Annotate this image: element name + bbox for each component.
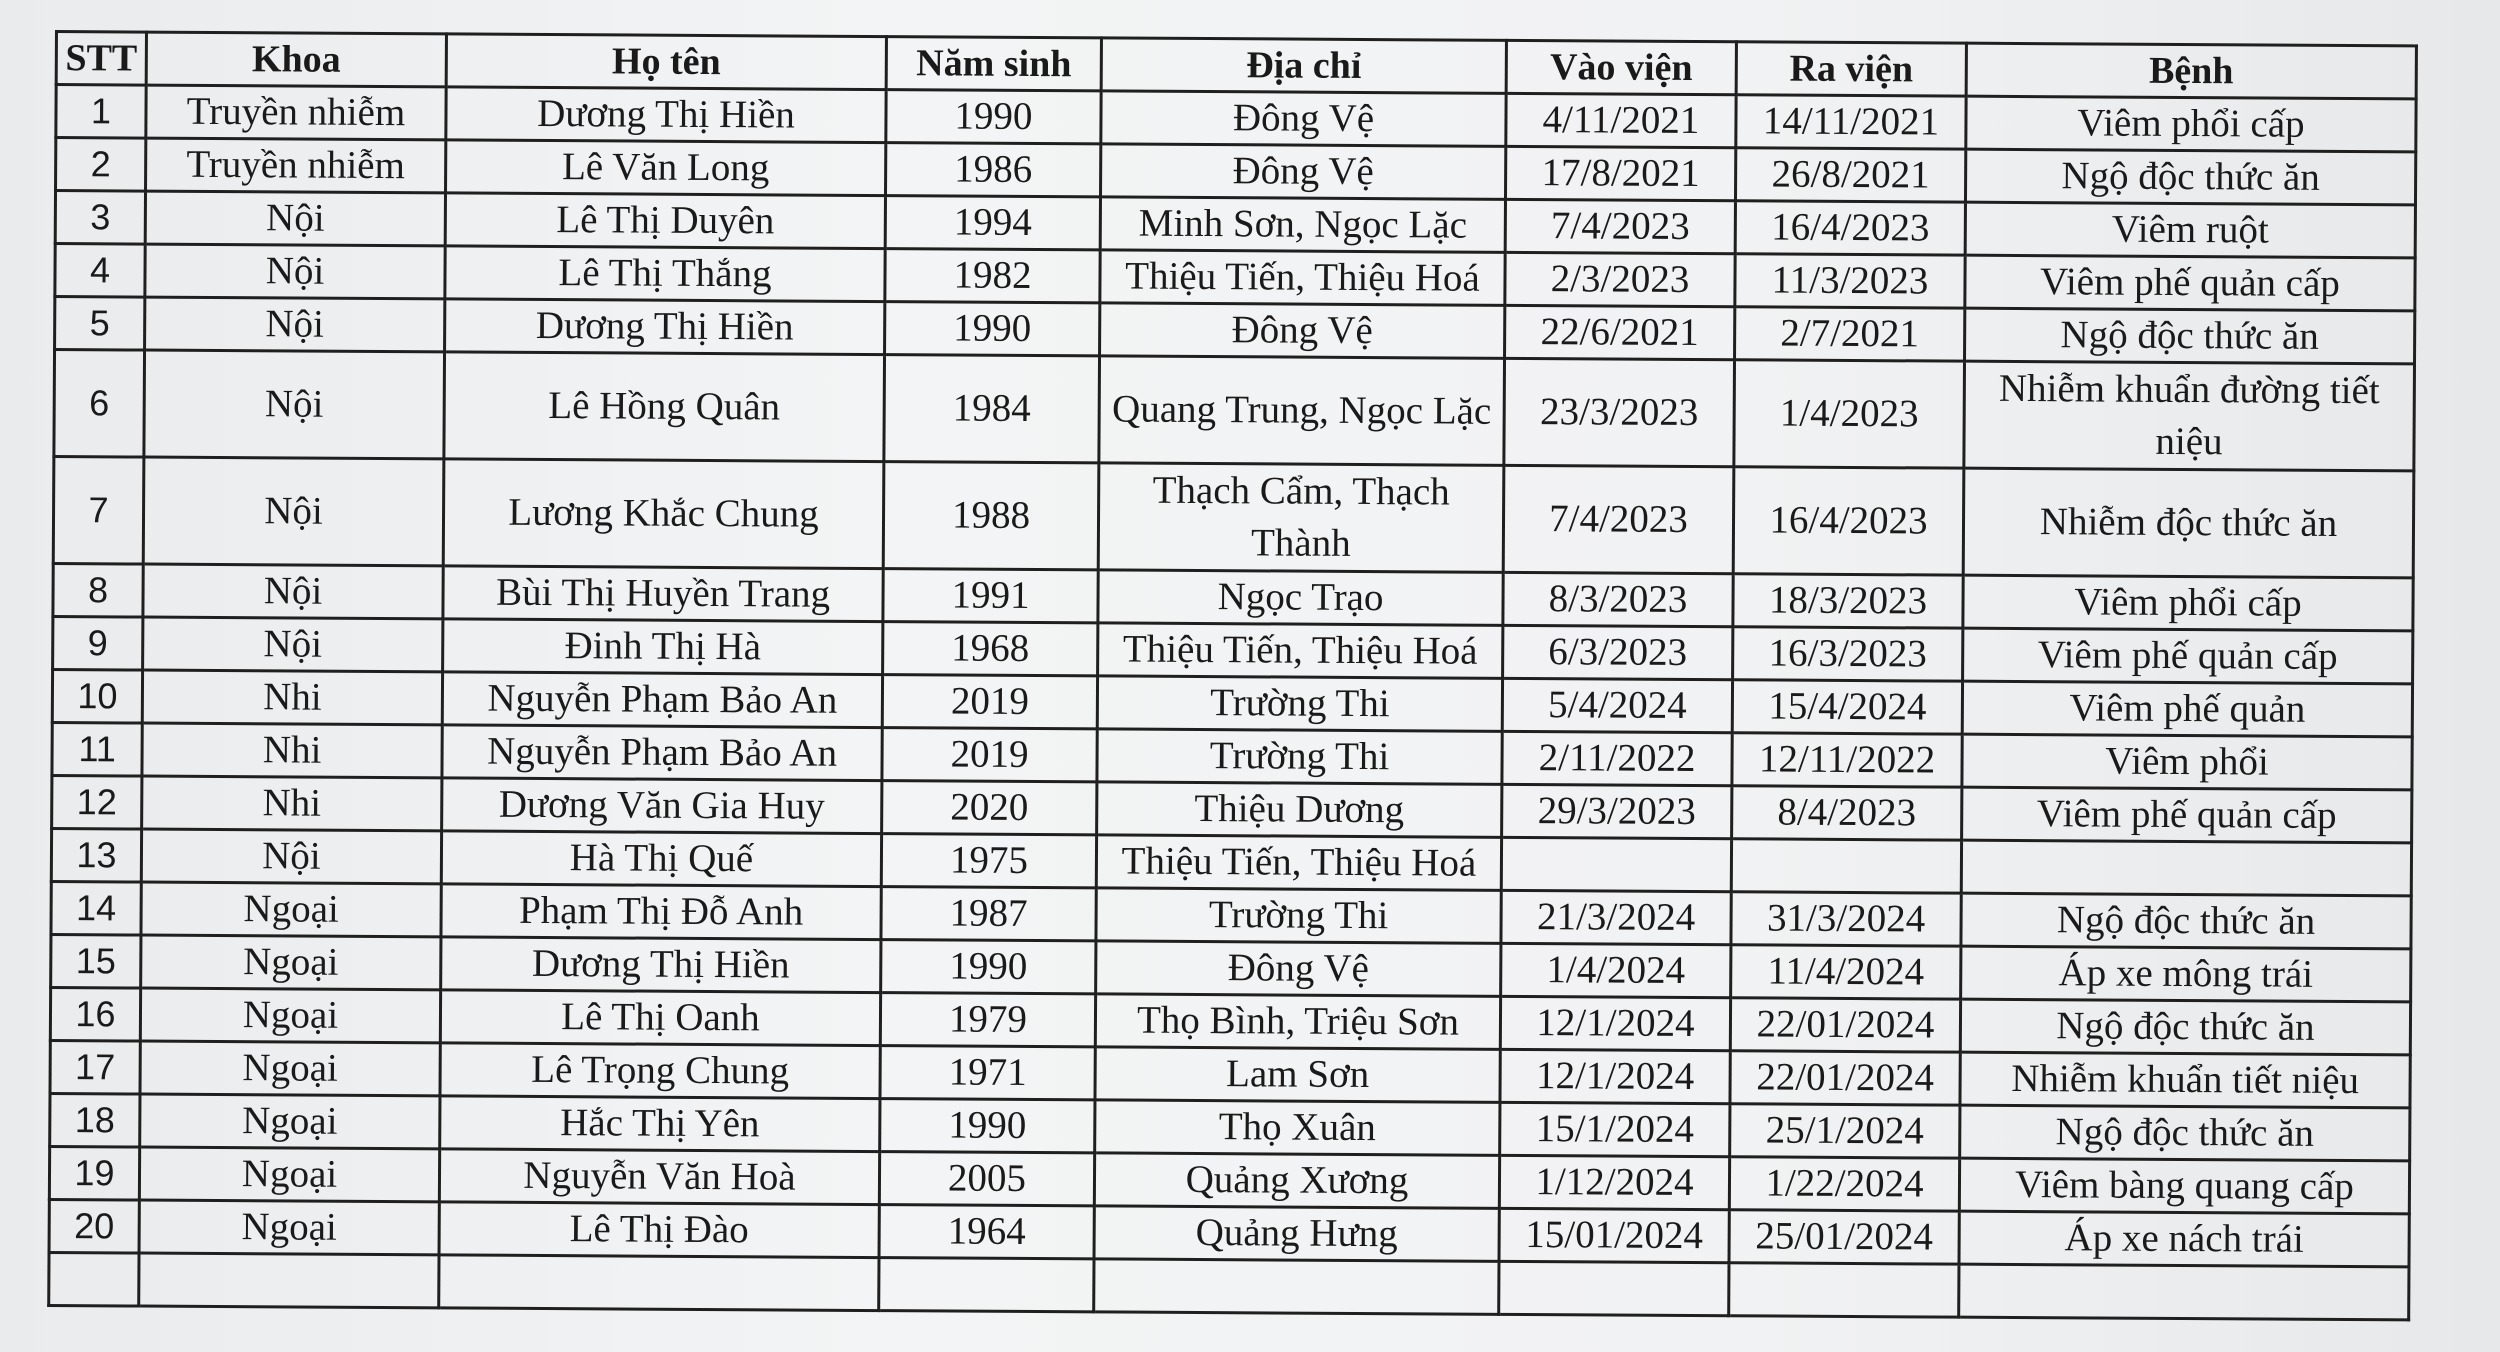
cell-ho-ten: Dương Văn Gia Huy bbox=[442, 778, 882, 834]
table-row bbox=[54, 350, 2415, 471]
cell-dia-chi: Thọ Xuân bbox=[1095, 1100, 1500, 1155]
cell-khoa: Ngoại bbox=[140, 1041, 440, 1096]
cell-ho-ten: Nguyễn Phạm Bảo An bbox=[442, 672, 882, 728]
cell-dia-chi: Thiệu Tiến, Thiệu Hoá bbox=[1098, 623, 1503, 678]
cell-dia-chi: Quảng Hưng bbox=[1094, 1206, 1499, 1261]
cell-dia-chi: Đông Vệ bbox=[1096, 941, 1501, 996]
cell-ho-ten: Dương Thị Hiền bbox=[446, 87, 886, 143]
cell-khoa: Nội bbox=[145, 297, 445, 352]
table-body bbox=[49, 85, 2416, 1320]
cell-nam-sinh: 1979 bbox=[880, 993, 1095, 1047]
cell-khoa: Nội bbox=[143, 617, 443, 672]
cell-stt: 13 bbox=[51, 828, 141, 882]
cell-ho-ten: Phạm Thị Đỗ Anh bbox=[441, 884, 881, 940]
cell-benh bbox=[1961, 840, 2411, 896]
cell-vao-vien: 5/4/2024 bbox=[1502, 678, 1732, 732]
cell-benh: Viêm ruột bbox=[1965, 202, 2415, 258]
cell-khoa: Ngoại bbox=[140, 988, 440, 1043]
cell-vao-vien: 7/4/2023 bbox=[1505, 199, 1735, 253]
cell-stt: 11 bbox=[52, 722, 142, 776]
cell-benh: Nhiễm độc thức ăn bbox=[1963, 468, 2414, 578]
cell-vao-vien: 4/11/2021 bbox=[1506, 93, 1736, 147]
cell-benh: Ngộ độc thức ăn bbox=[1965, 149, 2415, 205]
cell-benh: Ngộ độc thức ăn bbox=[1960, 999, 2410, 1055]
cell-vao-vien: 29/3/2023 bbox=[1502, 784, 1732, 838]
cell-benh: Ngộ độc thức ăn bbox=[1965, 308, 2415, 364]
cell-stt: 2 bbox=[56, 138, 146, 192]
cell-dia-chi: Minh Sơn, Ngọc Lặc bbox=[1100, 197, 1505, 252]
cell-ho-ten: Lê Thị Thắng bbox=[445, 246, 885, 302]
cell-khoa: Nội bbox=[145, 191, 445, 246]
cell-vao-vien: 8/3/2023 bbox=[1503, 572, 1733, 626]
cell-nam-sinh: 1991 bbox=[883, 569, 1098, 623]
cell-khoa: Nhi bbox=[142, 776, 442, 831]
cell-vao-vien: 12/1/2024 bbox=[1500, 1049, 1730, 1103]
cell-stt: 17 bbox=[50, 1040, 140, 1094]
cell-nam-sinh: 1990 bbox=[881, 940, 1096, 994]
cell-benh: Viêm phổi cấp bbox=[1963, 575, 2413, 631]
cell-nam-sinh: 1990 bbox=[880, 1099, 1095, 1153]
cell-dia-chi: Thiệu Tiến, Thiệu Hoá bbox=[1100, 250, 1505, 305]
cell-ra-vien: 31/3/2024 bbox=[1731, 892, 1961, 946]
cell-benh: Viêm phổi cấp bbox=[1966, 96, 2416, 152]
cell-nam-sinh: 2019 bbox=[882, 728, 1097, 782]
cell-dia-chi: Đông Vệ bbox=[1100, 303, 1505, 358]
cell-dia-chi: Trường Thi bbox=[1097, 676, 1502, 731]
cell-dia-chi: Lam Sơn bbox=[1095, 1047, 1500, 1102]
cell-benh: Viêm phế quản cấp bbox=[1962, 787, 2412, 843]
cell-khoa: Ngoại bbox=[141, 882, 441, 937]
header-benh: Bệnh bbox=[1966, 43, 2416, 99]
empty-cell bbox=[1729, 1263, 1959, 1317]
cell-khoa: Nhi bbox=[142, 723, 442, 778]
cell-stt: 18 bbox=[50, 1093, 140, 1147]
empty-cell bbox=[1094, 1259, 1499, 1314]
cell-khoa: Nội bbox=[141, 829, 441, 884]
cell-dia-chi: Thọ Bình, Triệu Sơn bbox=[1095, 994, 1500, 1049]
cell-khoa: Ngoại bbox=[141, 935, 441, 990]
cell-ho-ten: Lê Thị Đào bbox=[439, 1202, 879, 1258]
cell-ho-ten: Lê Hồng Quân bbox=[444, 352, 885, 462]
cell-vao-vien: 23/3/2023 bbox=[1504, 358, 1735, 466]
cell-stt: 20 bbox=[49, 1199, 139, 1253]
cell-ra-vien: 1/22/2024 bbox=[1729, 1157, 1959, 1211]
cell-khoa: Nội bbox=[143, 564, 443, 619]
cell-stt: 14 bbox=[51, 881, 141, 935]
cell-khoa: Nội bbox=[145, 244, 445, 299]
patient-register-table bbox=[47, 30, 2418, 1321]
cell-ra-vien: 16/4/2023 bbox=[1733, 467, 1964, 575]
cell-nam-sinh: 2020 bbox=[882, 781, 1097, 835]
cell-nam-sinh: 1994 bbox=[885, 196, 1100, 250]
cell-ra-vien: 11/3/2023 bbox=[1735, 254, 1965, 308]
cell-vao-vien: 2/11/2022 bbox=[1502, 731, 1732, 785]
cell-dia-chi: Trường Thi bbox=[1097, 729, 1502, 784]
cell-nam-sinh: 1986 bbox=[886, 143, 1101, 197]
empty-cell bbox=[439, 1255, 879, 1311]
cell-ra-vien: 25/01/2024 bbox=[1729, 1210, 1959, 1264]
cell-nam-sinh: 1987 bbox=[881, 887, 1096, 941]
cell-stt: 3 bbox=[55, 191, 145, 245]
cell-vao-vien: 2/3/2023 bbox=[1505, 252, 1735, 306]
cell-ra-vien: 2/7/2021 bbox=[1735, 307, 1965, 361]
cell-ho-ten: Lê Văn Long bbox=[446, 140, 886, 196]
cell-ho-ten: Bùi Thị Huyền Trang bbox=[443, 566, 883, 622]
empty-cell bbox=[879, 1258, 1094, 1312]
cell-khoa: Ngoại bbox=[140, 1094, 440, 1149]
cell-benh: Viêm bàng quang cấp bbox=[1959, 1158, 2409, 1214]
cell-dia-chi: Đông Vệ bbox=[1101, 91, 1506, 146]
cell-ra-vien: 18/3/2023 bbox=[1733, 574, 1963, 628]
cell-ra-vien: 1/4/2023 bbox=[1734, 360, 1965, 468]
empty-cell bbox=[1499, 1261, 1729, 1315]
cell-stt: 4 bbox=[55, 244, 145, 298]
cell-benh: Nhiễm khuẩn đường tiết niệu bbox=[1964, 361, 2415, 471]
cell-ho-ten: Nguyễn Phạm Bảo An bbox=[442, 725, 882, 781]
cell-benh: Nhiễm khuẩn tiết niệu bbox=[1960, 1052, 2410, 1108]
cell-vao-vien: 1/4/2024 bbox=[1501, 943, 1731, 997]
cell-stt: 15 bbox=[51, 934, 141, 988]
cell-khoa: Nội bbox=[143, 457, 444, 566]
cell-nam-sinh: 2005 bbox=[879, 1152, 1094, 1206]
cell-vao-vien: 15/01/2024 bbox=[1499, 1208, 1729, 1262]
cell-vao-vien: 21/3/2024 bbox=[1501, 890, 1731, 944]
header-khoa: Khoa bbox=[146, 32, 446, 87]
cell-ra-vien: 15/4/2024 bbox=[1732, 680, 1962, 734]
cell-benh: Ngộ độc thức ăn bbox=[1960, 1105, 2410, 1161]
cell-ra-vien: 12/11/2022 bbox=[1732, 733, 1962, 787]
cell-stt: 16 bbox=[50, 987, 140, 1041]
cell-dia-chi: Thạch Cẩm, Thạch Thành bbox=[1098, 463, 1504, 572]
cell-ho-ten: Lương Khắc Chung bbox=[443, 459, 884, 569]
cell-vao-vien: 1/12/2024 bbox=[1499, 1155, 1729, 1209]
cell-khoa: Truyền nhiễm bbox=[146, 85, 446, 140]
cell-vao-vien: 6/3/2023 bbox=[1503, 625, 1733, 679]
cell-ho-ten: Lê Thị Duyên bbox=[445, 193, 885, 249]
header-nam-sinh: Năm sinh bbox=[886, 37, 1101, 91]
cell-dia-chi: Quảng Xương bbox=[1094, 1153, 1499, 1208]
cell-benh: Viêm phổi bbox=[1962, 734, 2412, 790]
cell-vao-vien: 12/1/2024 bbox=[1500, 996, 1730, 1050]
cell-vao-vien: 17/8/2021 bbox=[1505, 146, 1735, 200]
cell-stt: 9 bbox=[53, 616, 143, 670]
cell-nam-sinh: 1964 bbox=[879, 1205, 1094, 1259]
cell-ra-vien: 14/11/2021 bbox=[1736, 95, 1966, 149]
cell-dia-chi: Quang Trung, Ngọc Lặc bbox=[1099, 356, 1505, 465]
cell-ra-vien bbox=[1731, 839, 1961, 893]
cell-ra-vien: 16/3/2023 bbox=[1733, 627, 1963, 681]
cell-stt: 1 bbox=[56, 85, 146, 139]
cell-ra-vien: 25/1/2024 bbox=[1730, 1104, 1960, 1158]
header-stt: STT bbox=[56, 32, 146, 86]
cell-nam-sinh: 2019 bbox=[882, 675, 1097, 729]
empty-cell bbox=[139, 1253, 439, 1308]
cell-ho-ten: Dương Thị Hiền bbox=[441, 937, 881, 993]
cell-dia-chi: Trường Thi bbox=[1096, 888, 1501, 943]
cell-nam-sinh: 1984 bbox=[884, 355, 1100, 463]
table-row bbox=[53, 457, 2414, 578]
cell-khoa: Truyền nhiễm bbox=[146, 138, 446, 193]
header-ra-vien: Ra viện bbox=[1736, 42, 1966, 96]
cell-dia-chi: Thiệu Dương bbox=[1097, 782, 1502, 837]
cell-nam-sinh: 1982 bbox=[885, 249, 1100, 303]
cell-benh: Viêm phế quản cấp bbox=[1963, 628, 2413, 684]
cell-ra-vien: 22/01/2024 bbox=[1730, 998, 1960, 1052]
cell-ho-ten: Đinh Thị Hà bbox=[443, 619, 883, 675]
cell-ho-ten: Dương Thị Hiền bbox=[445, 299, 885, 355]
cell-vao-vien bbox=[1501, 837, 1731, 891]
cell-ho-ten: Hà Thị Quế bbox=[441, 831, 881, 887]
cell-stt: 6 bbox=[54, 350, 145, 458]
cell-benh: Viêm phế quản cấp bbox=[1965, 255, 2415, 311]
cell-stt: 19 bbox=[49, 1146, 139, 1200]
cell-dia-chi: Ngọc Trạo bbox=[1098, 570, 1503, 625]
cell-benh: Viêm phế quản bbox=[1962, 681, 2412, 737]
empty-cell bbox=[1959, 1264, 2409, 1320]
cell-nam-sinh: 1975 bbox=[881, 834, 1096, 888]
cell-ho-ten: Lê Trọng Chung bbox=[440, 1043, 880, 1099]
cell-nam-sinh: 1988 bbox=[883, 462, 1099, 570]
cell-ho-ten: Lê Thị Oanh bbox=[440, 990, 880, 1046]
cell-khoa: Nội bbox=[144, 350, 445, 459]
empty-cell bbox=[49, 1252, 139, 1306]
header-dia-chi: Địa chỉ bbox=[1101, 38, 1506, 93]
cell-khoa: Nhi bbox=[142, 670, 442, 725]
cell-vao-vien: 7/4/2023 bbox=[1503, 465, 1734, 573]
cell-khoa: Ngoại bbox=[139, 1147, 439, 1202]
cell-stt: 5 bbox=[55, 297, 145, 351]
cell-dia-chi: Đông Vệ bbox=[1101, 144, 1506, 199]
cell-ra-vien: 11/4/2024 bbox=[1731, 945, 1961, 999]
cell-benh: Áp xe nách trái bbox=[1959, 1211, 2409, 1267]
cell-stt: 12 bbox=[52, 775, 142, 829]
cell-ra-vien: 26/8/2021 bbox=[1735, 148, 1965, 202]
cell-benh: Ngộ độc thức ăn bbox=[1961, 893, 2411, 949]
cell-benh: Áp xe mông trái bbox=[1961, 946, 2411, 1002]
cell-stt: 7 bbox=[53, 457, 144, 565]
cell-ho-ten: Nguyễn Văn Hoà bbox=[439, 1149, 879, 1205]
cell-nam-sinh: 1990 bbox=[885, 302, 1100, 356]
header-vao-vien: Vào viện bbox=[1506, 40, 1736, 94]
header-ho-ten: Họ tên bbox=[446, 34, 886, 90]
cell-nam-sinh: 1971 bbox=[880, 1046, 1095, 1100]
cell-stt: 10 bbox=[52, 669, 142, 723]
cell-nam-sinh: 1990 bbox=[886, 90, 1101, 144]
cell-ra-vien: 8/4/2023 bbox=[1732, 786, 1962, 840]
cell-vao-vien: 22/6/2021 bbox=[1505, 305, 1735, 359]
cell-nam-sinh: 1968 bbox=[883, 622, 1098, 676]
cell-vao-vien: 15/1/2024 bbox=[1500, 1102, 1730, 1156]
cell-stt: 8 bbox=[53, 563, 143, 617]
cell-khoa: Ngoại bbox=[139, 1200, 439, 1255]
cell-ra-vien: 22/01/2024 bbox=[1730, 1051, 1960, 1105]
cell-ra-vien: 16/4/2023 bbox=[1735, 201, 1965, 255]
cell-ho-ten: Hắc Thị Yên bbox=[440, 1096, 880, 1152]
cell-dia-chi: Thiệu Tiến, Thiệu Hoá bbox=[1096, 835, 1501, 890]
